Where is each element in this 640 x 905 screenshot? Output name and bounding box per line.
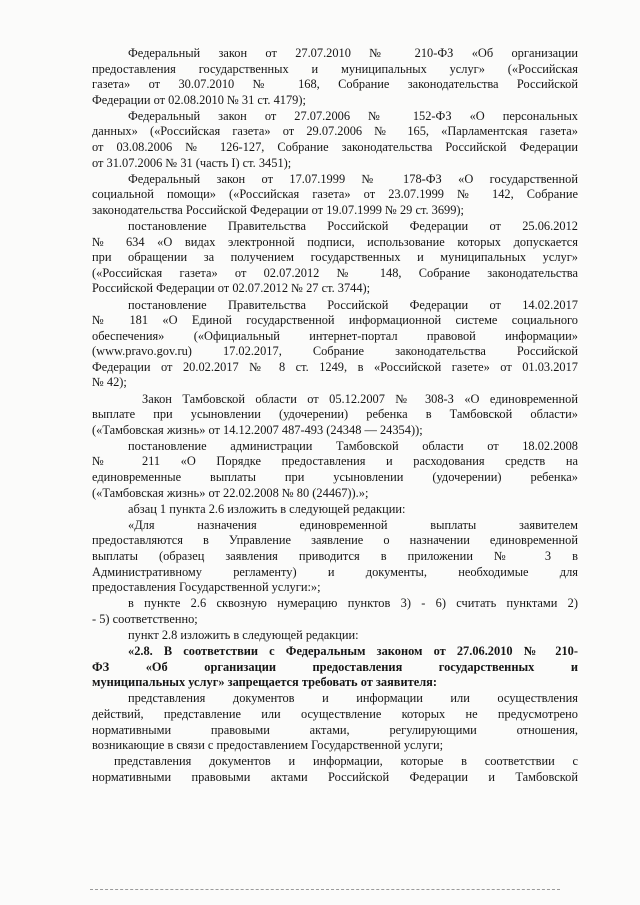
paragraph-line: предоставляются в Управление заявление о назначении единовременной [92,533,578,548]
paragraph-line: («Российская газета» от 02.07.2012 № 148, Собрание законодательства [92,265,578,280]
bottom-edge-divider [90,889,560,890]
paragraph-punkt-2-8 [92,628,578,644]
paragraph-line: № 634 «О видах электронной подписи, использование которых допускается [92,234,578,249]
paragraph-line: «Для назначения единовременной выплаты заявителем [128,517,578,532]
paragraph-fz-178 [92,172,578,219]
paragraph-line: № 42); [92,375,127,390]
paragraph-line: предоставления Государственной услуги:»; [92,580,321,595]
paragraph-line: обеспечения» («Официальный интернет-портал правовой информации» [92,328,578,343]
paragraph-line: постановление Правительства Российской Федерации от 14.02.2017 [128,297,578,312]
paragraph-line: Федеральный закон от 17.07.1999 № 178-ФЗ «О государственной [128,171,578,186]
paragraph-line: газета» от 30.07.2010 № 168, Собрание законодательства Российской [92,77,578,92]
paragraph-line: Закон Тамбовской области от 05.12.2007 № 308-З «О единовременной [142,391,578,406]
paragraph-line: ФЗ «Об организации предоставления государственных и [92,659,578,674]
paragraph-line: при обращении за получением государственных и муниципальных услуг» [92,250,578,265]
paragraph-postanovlenie-181 [92,298,578,392]
paragraph-line: № 211 «О Порядке предоставления и расходования средств на [92,454,578,469]
paragraph-postanovlenie-634 [92,219,578,297]
paragraph-line: единовременные выплаты при усыновлении (удочерении) ребенка» [92,470,578,485]
paragraph-line: возникающие в связи с предоставлением Государственной услуги; [92,738,444,753]
paragraph-line: постановление администрации Тамбовской области от 18.02.2008 [128,438,578,453]
paragraph-line: от 03.08.2006 № 126-127, Собрание законодательства Российской Федерации [92,140,578,155]
paragraph-line: данных» («Российская газета» от 29.07.2006 № 165, «Парламентская газета» [92,124,578,139]
paragraph-line: нормативными правовыми актами, регулирующими отношения, [92,722,578,737]
paragraph-zakon-308 [92,392,578,439]
paragraph-line: («Тамбовская жизнь» от 22.02.2008 № 80 (24467)).»; [92,485,369,500]
paragraph-line: социальной помощи» («Российская газета» от 23.07.1999 № 142, Собрание [92,187,578,202]
paragraph-2-8-heading [92,644,578,691]
paragraph-requirement-1 [92,691,578,753]
paragraph-line: представления документов и информации, которые в соответствии с [114,754,578,769]
paragraph-fz-210 [92,46,578,108]
paragraph-line: Российской Федерации от 02.07.2012 № 27 ст. 3744); [92,281,371,296]
paragraph-line: Федеральный закон от 27.07.2010 № 210-ФЗ «Об организации [128,46,578,60]
paragraph-line: Административному регламенту) и документы, необходимые для [92,564,578,579]
paragraph-line: нормативными правовыми актами Российской Федерации и Тамбовской [92,769,578,784]
paragraph-line: предоставления государственных и муниципальных услуг» («Российская [92,61,578,76]
paragraph-line: абзац 1 пункта 2.6 изложить в следующей редакции: [128,501,406,516]
paragraph-line: законодательства Российской Федерации от 19.07.1999 № 29 ст. 3699); [92,202,464,217]
paragraph-renumbering [92,596,578,627]
paragraph-line: Федеральный закон от 27.07.2006 № 152-ФЗ «О персональных [128,108,578,123]
paragraph-line: выплаты (образец заявления приводится в приложении № 3 в [92,549,578,563]
paragraph-line: постановление Правительства Российской Федерации от 25.06.2012 [128,219,578,234]
paragraph-line: - 5) соответственно; [92,611,198,626]
paragraph-line: от 31.07.2006 № 31 (часть I) ст. 3451); [92,155,292,170]
paragraph-line: «2.8. В соответствии с Федеральным законом от 27.06.2010 № 210- [128,644,578,659]
paragraph-line: представления документов и информации или осуществления [128,691,578,706]
paragraph-line: № 181 «О Единой государственной информационной системе социального [92,313,578,328]
paragraph-abzac-1 [92,502,578,518]
paragraph-line: Федерации от 20.02.2017 № 8 ст. 1249, в «Российской газете» от 01.03.2017 [92,359,578,374]
paragraph-line: действий, представление или осуществление которых не предусмотрено [92,706,578,721]
paragraph-fz-152 [92,109,578,171]
paragraph-line: выплате при усыновлении (удочерении) ребенка в Тамбовской области» [92,407,578,422]
paragraph-line: в пункте 2.6 сквозную нумерацию пунктов 3) - 6) считать пунктами 2) [128,596,578,611]
paragraph-postanovlenie-211 [92,439,578,501]
paragraph-line: (www.pravo.gov.ru) 17.02.2017, Собрание законодательства Российской [92,344,578,359]
paragraph-requirement-2 [92,754,578,785]
document-body [92,46,578,786]
paragraph-line: Федерации от 02.08.2010 № 31 ст. 4179); [92,92,306,107]
paragraph-quote-2-6 [92,518,578,596]
paragraph-line: пункт 2.8 изложить в следующей редакции: [128,627,359,642]
paragraph-line: («Тамбовская жизнь» от 14.12.2007 487-493 (24348 — 24354)); [92,422,423,437]
paragraph-line: муниципальных услуг» запрещается требовать от заявителя: [92,675,438,690]
